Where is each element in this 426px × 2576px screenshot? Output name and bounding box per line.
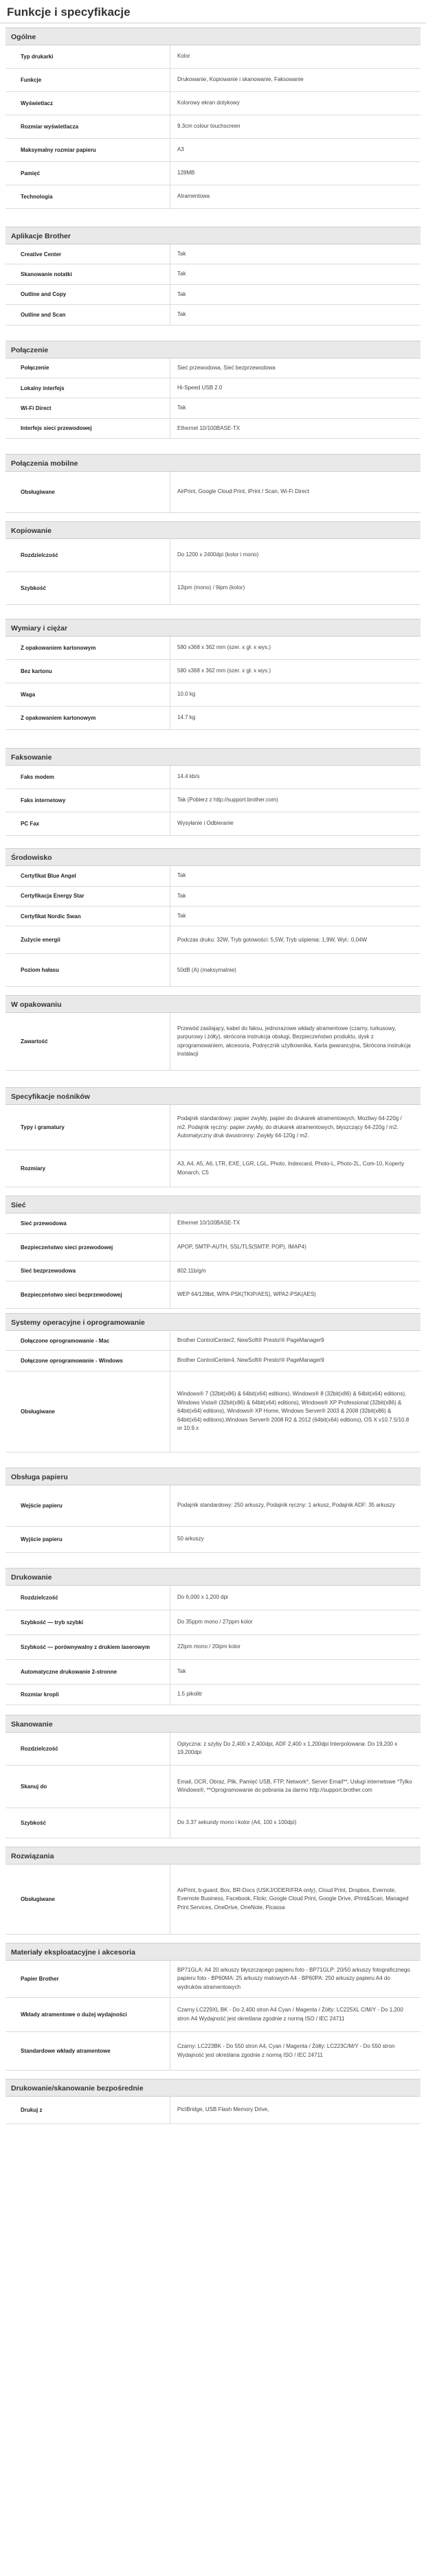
spec-label: Funkcje xyxy=(5,69,170,91)
spec-value: AirPrint, Google Cloud Print, iPrint / Scan, Wi-Fi Direct xyxy=(177,488,310,495)
spec-value: Optyczna: z szyby Do 2,400 x 2,400dpi, ADF 2,400 x 1,200dpi Interpolowana: Do 19,200 x 19,200dpi xyxy=(177,1740,398,1756)
spec-value: APOP, SMTP-AUTH, SSL/TLS(SMTP, POP), IMAP4) xyxy=(177,1243,306,1250)
spec-row xyxy=(5,1213,421,1233)
spec-section xyxy=(5,848,421,987)
spec-row xyxy=(5,1351,421,1371)
spec-row xyxy=(5,305,421,325)
spec-label: Rozmiar wyświetlacza xyxy=(5,115,170,138)
spec-section xyxy=(5,619,421,730)
spec-label: Bezpieczeństwo sieci bezprzewodowej xyxy=(5,1281,170,1308)
section-title: Kopiowanie xyxy=(5,521,421,539)
spec-section xyxy=(5,748,421,836)
spec-label: Outline and Copy xyxy=(5,285,170,304)
spec-row xyxy=(5,1998,421,2032)
spec-row xyxy=(5,185,421,209)
spec-value: 10.0 kg xyxy=(177,691,196,698)
spec-label: Rozdzielczość xyxy=(5,1733,170,1765)
spec-section xyxy=(5,2079,421,2124)
section-title: Skanowanie xyxy=(5,1715,421,1733)
spec-value: Ethernet 10/100BASE-TX xyxy=(177,1220,240,1227)
spec-label: Szybkość — tryb szybki xyxy=(5,1610,170,1634)
spec-row xyxy=(5,69,421,92)
spec-row xyxy=(5,1281,421,1309)
spec-value: Podczas druku: 32W, Tryb gotowości: 5,5W, Tryb uśpienia: 1,9W, Wył.: 0,04W xyxy=(177,936,368,943)
spec-value: Kolor xyxy=(177,53,190,60)
spec-section xyxy=(5,1468,421,1553)
spec-value: A3 xyxy=(177,146,184,153)
spec-row xyxy=(5,637,421,660)
spec-value: Sieć przewodowa, Sieć bezprzewodowa xyxy=(177,364,276,371)
spec-value: WEP 64/128bit, WPA-PSK(TKIP/AES), WPA2-PSK(AES) xyxy=(177,1291,316,1298)
spec-label: Sieć przewodowa xyxy=(5,1213,170,1233)
spec-value: Tak xyxy=(177,290,186,297)
spec-value: Brother ControlCenter2, NewSoft® Presto!® PageManager9 xyxy=(177,1337,324,1344)
spec-label: Wkłady atramentowe o dużej wydajności xyxy=(5,1998,170,2031)
spec-value: 1.5 pikolitr xyxy=(177,1691,203,1698)
spec-section xyxy=(5,1568,421,1705)
spec-label: Obsługiwane xyxy=(5,1865,170,1934)
spec-row xyxy=(5,244,421,264)
spec-label: Dołączone oprogramowanie - Mac xyxy=(5,1331,170,1350)
spec-value: Do 6,000 x 1,200 dpi xyxy=(177,1594,228,1601)
section-title: Systemy operacyjne i oprogramowanie xyxy=(5,1313,421,1331)
spec-value: 580 x368 x 362 mm (szer. x gł. x wys.) xyxy=(177,668,271,674)
spec-value: Tak xyxy=(177,404,186,411)
spec-label: Poziom hałasu xyxy=(5,954,170,986)
spec-label: Szybkość xyxy=(5,1808,170,1838)
spec-label: Z opakowaniem kartonowym xyxy=(5,637,170,659)
spec-value: 802.11b/g/n xyxy=(177,1267,206,1274)
spec-value: Do 35ppm mono / 27ppm kolor xyxy=(177,1619,253,1626)
spec-value: Hi-Speed USB 2.0 xyxy=(177,384,223,391)
spec-label: Pamięć xyxy=(5,162,170,185)
spec-value: 22ipm mono / 20ipm kolor xyxy=(177,1643,241,1650)
spec-row xyxy=(5,419,421,439)
spec-row xyxy=(5,45,421,69)
spec-section xyxy=(5,1847,421,1935)
spec-value: Tak xyxy=(177,872,186,879)
spec-row xyxy=(5,1586,421,1610)
spec-label: Creative Center xyxy=(5,244,170,264)
spec-row xyxy=(5,472,421,513)
spec-value: 14.4 kb/s xyxy=(177,773,200,780)
spec-row xyxy=(5,2032,421,2071)
section-title: Połączenie xyxy=(5,341,421,358)
spec-section xyxy=(5,1196,421,1309)
spec-section xyxy=(5,341,421,440)
spec-value: Brother ControlCenter4, NewSoft® Presto!® PageManager9 xyxy=(177,1357,324,1364)
spec-label: Papier Brother xyxy=(5,1961,170,1997)
spec-label: Bez kartonu xyxy=(5,660,170,683)
spec-section xyxy=(5,1715,421,1838)
spec-row xyxy=(5,1766,421,1808)
spec-value: Do 1200 x 2400dpi (kolor i mono) xyxy=(177,551,259,558)
spec-label: Szybkość xyxy=(5,572,170,604)
spec-row xyxy=(5,660,421,683)
spec-label: Typ drukarki xyxy=(5,45,170,68)
spec-value: Tak xyxy=(177,311,186,318)
spec-value: 50dB (A) (maksymalnie) xyxy=(177,966,236,973)
spec-value: 580 x368 x 362 mm (szer. x gł. x wys.) xyxy=(177,644,271,651)
section-title: Wymiary i ciężar xyxy=(5,619,421,637)
spec-row xyxy=(5,926,421,954)
section-title: Połączenia mobilne xyxy=(5,454,421,472)
spec-label: Bezpieczeństwo sieci przewodowej xyxy=(5,1234,170,1261)
spec-label: Rozmiary xyxy=(5,1150,170,1187)
spec-label: Wyjście papieru xyxy=(5,1527,170,1552)
spec-value: Email, OCR, Obraz, Plik, Pamięć USB, FTP, Network*, Server Email**, Usługi internetowe *Tylko Windows®, **Oprogramowanie do pobrania za darmo http://support.brother.com xyxy=(177,1778,412,1794)
spec-row xyxy=(5,1733,421,1766)
spec-row xyxy=(5,1808,421,1838)
section-title: Specyfikacje nośników xyxy=(5,1087,421,1105)
spec-label: Dołączone oprogramowanie - Windows xyxy=(5,1351,170,1370)
spec-label: Typy i gramatury xyxy=(5,1105,170,1150)
spec-label: Certyfikacja Energy Star xyxy=(5,887,170,906)
spec-row xyxy=(5,1331,421,1351)
spec-label: PC Fax xyxy=(5,812,170,835)
spec-label: Wejście papieru xyxy=(5,1485,170,1526)
spec-row xyxy=(5,707,421,730)
spec-value: Podajnik standardowy: papier zwykły, papier do drukarek atramentowych, Mozliwy 64-220g / m2. Podajnik ręczny: papier zwykły, do drukarek atramentowych, błyszczący 64-220g / m2. Automatyczny druk dwustronny: Zwykły 64-120g / m2. xyxy=(177,1115,402,1139)
spec-value: Tak xyxy=(177,251,186,257)
spec-value: Tak xyxy=(177,271,186,277)
spec-row xyxy=(5,887,421,907)
spec-row xyxy=(5,866,421,886)
spec-label: Rozdzielczość xyxy=(5,539,170,571)
spec-value: Tak xyxy=(177,1668,186,1675)
spec-row xyxy=(5,358,421,378)
spec-label: Połączenie xyxy=(5,358,170,378)
spec-label: Zawartość xyxy=(5,1013,170,1070)
section-title: Środowisko xyxy=(5,848,421,866)
spec-label: Certyfikat Blue Angel xyxy=(5,866,170,885)
spec-section xyxy=(5,1087,421,1187)
spec-value: Do 3.37 sekundy mono i kolor (A4, 100 x 100dpi) xyxy=(177,1819,297,1826)
spec-value: Drukowanie, Kopiowanie i skanowanie, Faksowanie xyxy=(177,76,304,83)
spec-value: AirPrint, b-guard, Box, BR-Docs (USKJ/ODER/FRA only), Cloud Print, Dropbox, Evernote, Evernote Business, Facebook, Flickr, Google Cloud Print, Google Drive, iPrint&Scan, Managed Print Services, OneDrive, OneNote, Picassa xyxy=(177,1887,409,1911)
spec-label: Waga xyxy=(5,683,170,706)
spec-row xyxy=(5,683,421,707)
spec-row xyxy=(5,285,421,305)
spec-section xyxy=(5,995,421,1071)
spec-label: Wyświetlacz xyxy=(5,92,170,115)
spec-label: Sieć bezprzewodowa xyxy=(5,1262,170,1281)
spec-label: Interfejs sieci przewodowej xyxy=(5,419,170,438)
spec-value: Czarny LC229XL BK - Do 2,400 stron A4 Cyan / Magenta / Żółty: LC225XL C/M/Y - Do 1,200 stron A4 Wydajność jest określana zgodnie z normą ISO / IEC 24711 xyxy=(177,2007,403,2022)
section-title: Obsługa papieru xyxy=(5,1468,421,1485)
spec-label: Skanowanie notatki xyxy=(5,264,170,284)
spec-row xyxy=(5,539,421,572)
spec-label: Z opakowaniem kartonowym xyxy=(5,707,170,729)
spec-label: Wi-Fi Direct xyxy=(5,398,170,418)
spec-label: Rozmiar kropli xyxy=(5,1685,170,1705)
spec-value: 12ipm (mono) / 9ipm (kolor) xyxy=(177,584,245,591)
spec-row xyxy=(5,1234,421,1262)
spec-row xyxy=(5,812,421,836)
spec-section xyxy=(5,27,421,209)
spec-value: Windows® 7 (32bit(x86) & 64bit(x64) editions), Windows® 8 (32bit(x86) & 64bit(x64) editions), Windows Vista® (32bit(x86) & 64bit(x64) editions), Windows® XP Professional (32bit(x86) & 64bit(x64) editions), Windows® XP Home, Windows Server® 2003 & 2008 (32bit(x86) & 64bit(x64) editions),Windows Server® 2008 R2 & 2012 (64bit(x64) editions), OS X v10.7.5/10.8 or 10.9.x xyxy=(177,1391,410,1431)
spec-label: Faks modem xyxy=(5,766,170,788)
spec-label: Skanuj do xyxy=(5,1766,170,1808)
spec-row xyxy=(5,1371,421,1452)
spec-value: Kolorowy ekran dotykowy xyxy=(177,100,240,106)
spec-row xyxy=(5,1485,421,1527)
spec-value: Atramentowa xyxy=(177,193,210,200)
spec-row xyxy=(5,1660,421,1685)
spec-label: Zużycie energii xyxy=(5,926,170,953)
spec-section xyxy=(5,227,421,326)
spec-row xyxy=(5,954,421,987)
spec-row xyxy=(5,1961,421,1998)
spec-label: Outline and Scan xyxy=(5,305,170,324)
spec-row xyxy=(5,92,421,115)
spec-label: Obsługiwane xyxy=(5,1371,170,1452)
spec-value: A3, A4, A5, A6, LTR, EXE, LGR, LGL, Photo, Indexcard, Photo-L, Photo-2L, Com-10, Koperty Monarch, C5 xyxy=(177,1161,405,1176)
spec-label: Szybkość — porównywalny z drukiem laserowym xyxy=(5,1635,170,1659)
spec-value: Wysyłanie i Odbieranie xyxy=(177,820,234,827)
spec-value: 14.7 kg xyxy=(177,714,196,721)
spec-section xyxy=(5,1943,421,2071)
spec-value: 50 arkuszy xyxy=(177,1536,204,1542)
spec-value: Tak (Pobierz z http://support.brother.com) xyxy=(177,797,278,803)
spec-label: Faks internetowy xyxy=(5,789,170,812)
spec-value: Przewód zasilający, kabel do faksu, jednorazowe wkłady atramentowe (czarny, turkusowy, purpurowy i żółty), skrócona instrukcja obsługi, Bezpieczeństwo produktu, dysk z oprogramowaniem, akcesoria, Podręcznik użytkownika, Karta gwarancyjna, Skrócona instrukcja instalacji xyxy=(177,1025,411,1058)
spec-row xyxy=(5,139,421,162)
spec-value: Tak xyxy=(177,912,186,919)
spec-row xyxy=(5,398,421,418)
spec-row xyxy=(5,1262,421,1281)
spec-section xyxy=(5,1313,421,1452)
section-title: W opakowaniu xyxy=(5,995,421,1013)
spec-row xyxy=(5,1150,421,1187)
spec-label: Automatyczne drukowanie 2-stronne xyxy=(5,1660,170,1684)
spec-label: Certyfikat Nordic Swan xyxy=(5,907,170,926)
spec-row xyxy=(5,1105,421,1150)
spec-row xyxy=(5,907,421,926)
spec-row xyxy=(5,1635,421,1660)
spec-section xyxy=(5,454,421,513)
section-title: Drukowanie/skanowanie bezpośrednie xyxy=(5,2079,421,2097)
spec-value: Podajnik standardowy: 250 arkuszy, Podajnik ręczny: 1 arkusz, Podajnik ADF: 35 arkuszy xyxy=(177,1502,395,1509)
spec-label: Obsługiwane xyxy=(5,472,170,512)
spec-label: Technologia xyxy=(5,185,170,208)
spec-value: 9.3cm colour touchscreen xyxy=(177,123,240,130)
spec-row xyxy=(5,789,421,812)
spec-row xyxy=(5,1013,421,1071)
spec-row xyxy=(5,1527,421,1553)
spec-row xyxy=(5,162,421,185)
spec-value: Czarny: LC223BK - Do 550 stron A4, Cyan / Magenta / Żółty: LC223C/M/Y - Do 550 stron Wydajność jest określana zgodnie z normą ISO / IEC 24711 xyxy=(177,2043,395,2058)
page-title: Funkcje i specyfikacje xyxy=(0,0,426,23)
spec-row xyxy=(5,1610,421,1635)
spec-row xyxy=(5,378,421,398)
spec-row xyxy=(5,115,421,139)
spec-value: BP71GLA: A4 20 arkuszy błyszczącego papieru foto - BP71GLP: 20/50 arkuszy fotograficznego papieru foto - BP60MA: 25 arkuszy matowych A4 - BP60PA: 250 arkuszy papieru A4 do wydruków atramentowych xyxy=(177,1966,410,1990)
spec-row xyxy=(5,572,421,605)
section-title: Faksowanie xyxy=(5,748,421,766)
spec-value: 128MB xyxy=(177,170,195,176)
spec-row xyxy=(5,1865,421,1935)
spec-row xyxy=(5,766,421,789)
spec-row xyxy=(5,264,421,284)
spec-value: Tak xyxy=(177,892,186,899)
spec-value: Ethernet 10/100BASE-TX xyxy=(177,424,240,431)
section-title: Rozwiązania xyxy=(5,1847,421,1865)
section-title: Materiały eksploatacyjne i akcesoria xyxy=(5,1943,421,1961)
spec-label: Lokalny interfejs xyxy=(5,378,170,398)
spec-row xyxy=(5,1685,421,1705)
section-title: Ogólne xyxy=(5,27,421,45)
section-title: Aplikacje Brother xyxy=(5,227,421,244)
section-title: Drukowanie xyxy=(5,1568,421,1586)
spec-label: Drukuj z xyxy=(5,2097,170,2123)
spec-sections xyxy=(0,27,426,2124)
spec-label: Rozdzielczość xyxy=(5,1586,170,1610)
spec-label: Maksymalny rozmiar papieru xyxy=(5,139,170,161)
spec-section xyxy=(5,521,421,605)
section-title: Sieć xyxy=(5,1196,421,1213)
spec-row xyxy=(5,2097,421,2124)
spec-value: PictBridge, USB Flash Memory Drive, xyxy=(177,2106,269,2113)
spec-label: Standardowe wkłady atramentowe xyxy=(5,2032,170,2070)
